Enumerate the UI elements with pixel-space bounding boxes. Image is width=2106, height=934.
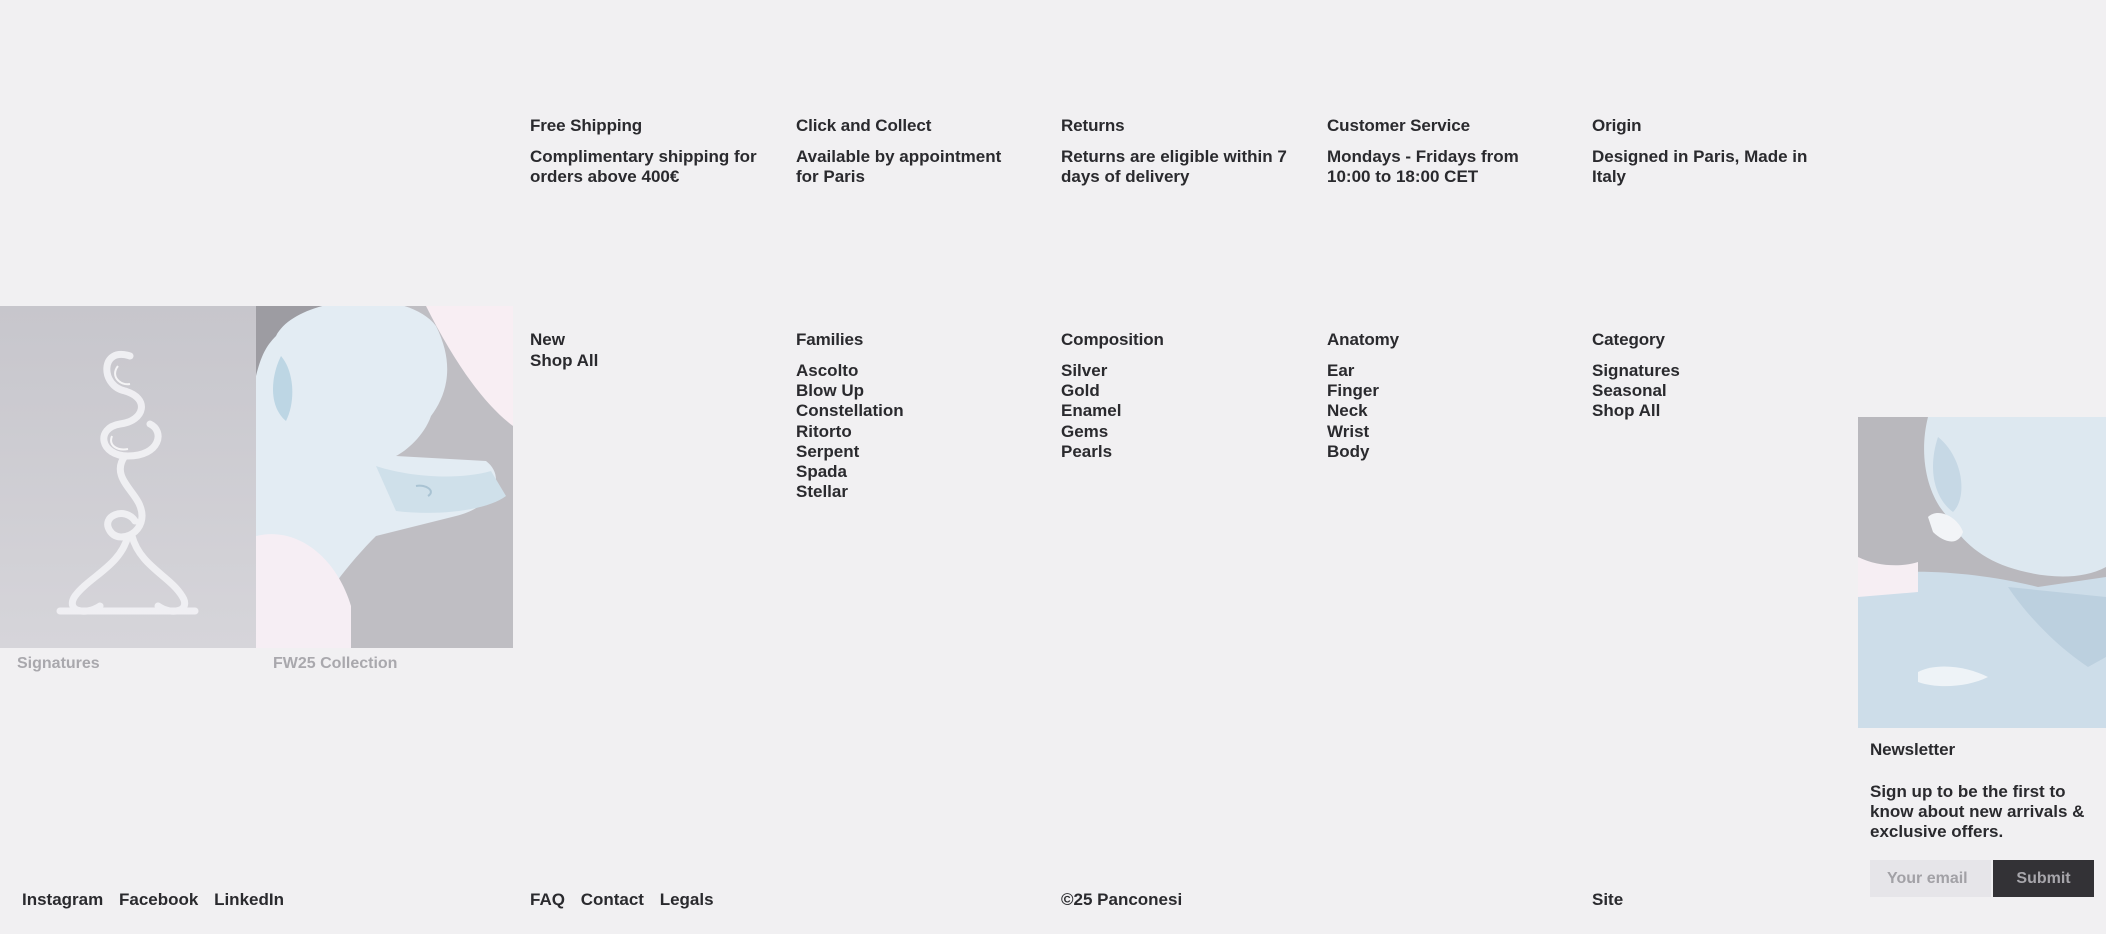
list-item[interactable]: Signatures [1592,361,1680,380]
nav-column-category [1592,330,1680,422]
nav-column-composition [1061,330,1164,462]
feature-free-shipping [530,116,760,187]
feature-click-and-collect [796,116,1026,187]
site-link[interactable]: Site [1592,890,1624,909]
facebook-link[interactable]: Facebook [118,890,199,909]
list-item[interactable]: Gold [1061,381,1100,401]
list-item[interactable]: Blow Up [796,381,864,401]
feature-text: Mondays - Fridays from 10:00 to 18:00 CET [1327,147,1519,186]
feature-origin [1592,116,1822,187]
list-item[interactable]: Constellation [796,401,904,421]
nav-column-new [530,330,598,371]
list-item[interactable]: Gems [1061,421,1109,441]
families-list [796,361,904,502]
composition-list [1061,361,1164,462]
list-item[interactable]: Ascolto [796,361,859,380]
email-field[interactable] [1870,860,1991,897]
list-item[interactable]: Pearls [1061,441,1113,461]
category-list [1592,361,1680,422]
anatomy-list [1327,361,1399,462]
copyright: ©25 Panconesi [1061,890,1183,909]
category-heading: Category [1592,330,1665,349]
list-item[interactable]: Silver [1061,361,1108,380]
submit-button[interactable]: Submit [1993,860,2094,897]
feature-returns [1061,116,1291,187]
linkedin-link[interactable]: LinkedIn [214,890,284,909]
list-item[interactable]: Finger [1327,381,1379,401]
feature-title: Free Shipping [530,116,643,135]
nav-column-anatomy [1327,330,1399,462]
list-item[interactable]: Ritorto [796,421,852,441]
families-heading: Families [796,330,864,349]
feature-title: Returns [1061,116,1125,135]
model-jewelry-icon [1858,417,2106,728]
signatures-caption[interactable]: Signatures [17,655,100,672]
feature-title: Click and Collect [796,116,932,135]
faq-link[interactable]: FAQ [530,890,565,909]
nav-shop-all-link[interactable]: Shop All [530,351,599,370]
anatomy-heading: Anatomy [1327,330,1400,349]
newsletter-image [1858,417,2106,728]
model-portrait-icon [256,306,513,648]
signatures-image[interactable] [0,306,256,648]
list-item[interactable]: Enamel [1061,401,1122,421]
nav-column-families [796,330,904,502]
feature-text: Designed in Paris, Made in Italy [1592,147,1808,186]
list-item[interactable]: Neck [1327,401,1368,421]
legals-link[interactable]: Legals [659,890,714,909]
fw25-collection-caption[interactable]: FW25 Collection [273,655,398,672]
list-item[interactable]: Stellar [796,482,848,502]
contact-link[interactable]: Contact [580,890,644,909]
list-item[interactable]: Wrist [1327,421,1370,441]
list-item[interactable]: Ear [1327,361,1355,380]
newsletter-title: Newsletter [1870,740,1955,759]
list-item[interactable]: Body [1327,441,1370,461]
list-item[interactable]: Shop All [1592,401,1661,421]
feature-text: Complimentary shipping for orders above 400€ [530,147,757,186]
list-item[interactable]: Seasonal [1592,381,1667,401]
footer-links [530,890,725,910]
nav-new-link[interactable]: New [530,330,565,349]
glass-sculpture-icon [0,306,256,648]
feature-text: Returns are eligible within 7 days of delivery [1061,147,1287,186]
instagram-link[interactable]: Instagram [22,890,104,909]
feature-customer-service [1327,116,1559,187]
feature-text: Available by appointment for Paris [796,147,1002,186]
feature-title: Origin [1592,116,1642,135]
list-item[interactable]: Spada [796,462,848,482]
fw25-collection-image[interactable] [256,306,513,648]
feature-title: Customer Service [1327,116,1470,135]
footer-social [22,890,295,910]
list-item[interactable]: Serpent [796,441,860,461]
composition-heading: Composition [1061,330,1164,349]
newsletter-description: Sign up to be the first to know about new arrivals & exclusive offers. [1870,782,2085,841]
